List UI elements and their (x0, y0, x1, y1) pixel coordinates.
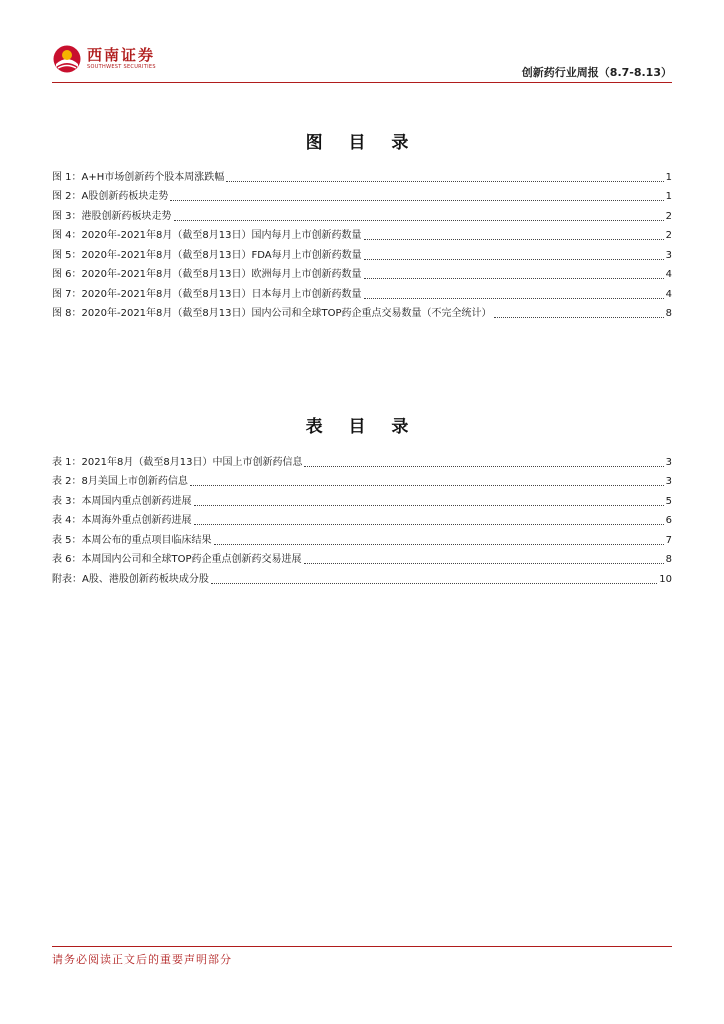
toc-entry-label: 图 1：A+H市场创新药个股本周涨跌幅 (52, 171, 225, 183)
toc-entry-page: 8 (665, 308, 672, 319)
toc-entry-label: 图 5：2020年-2021年8月（截至8月13日）FDA每月上市创新药数量 (52, 249, 362, 261)
figure-list (52, 164, 672, 320)
toc-leader-dots (170, 200, 663, 201)
toc-entry-page: 7 (665, 534, 672, 546)
toc-entry-appendix-table[interactable] (52, 566, 672, 586)
toc-leader-dots (364, 298, 664, 299)
toc-entry-table-6[interactable] (52, 547, 672, 567)
page-header (52, 40, 672, 82)
toc-entry-table-1[interactable] (52, 449, 672, 469)
toc-leader-dots (194, 524, 664, 525)
toc-entry-page: 1 (665, 191, 672, 202)
toc-entry-label: 图 8：2020年-2021年8月（截至8月13日）国内公司和全球TOP药企重点交易数量（不完全统计） (52, 308, 492, 319)
toc-entry-page: 8 (665, 554, 672, 565)
sun-logo-icon (52, 44, 82, 74)
toc-entry-table-2[interactable] (52, 469, 672, 489)
toc-entry-label: 图 6：2020年-2021年8月（截至8月13日）欧洲每月上市创新药数量 (52, 269, 362, 280)
company-logo (52, 44, 156, 74)
toc-entry-page: 2 (665, 230, 672, 241)
toc-leader-dots (194, 505, 664, 506)
toc-entry-figure-8[interactable] (52, 301, 672, 321)
toc-entry-table-3[interactable] (52, 488, 672, 508)
toc-entry-page: 4 (665, 269, 672, 280)
toc-entry-label: 图 7：2020年-2021年8月（截至8月13日）日本每月上市创新药数量 (52, 288, 362, 300)
toc-leader-dots (364, 239, 664, 240)
table-list-title: 表 目 录 (305, 417, 419, 437)
toc-entry-label: 表 6：本周国内公司和全球TOP药企重点创新药交易进展 (52, 554, 302, 565)
toc-entry-page: 4 (665, 288, 672, 300)
toc-entry-page: 1 (665, 171, 672, 183)
logo-chinese-name: 西南证券 (87, 46, 156, 64)
toc-entry-label: 图 3：港股创新药板块走势 (52, 210, 172, 222)
toc-entry-figure-7[interactable] (52, 281, 672, 301)
toc-entry-label: 表 5：本周公布的重点项目临床结果 (52, 534, 212, 546)
toc-entry-page: 3 (665, 249, 672, 261)
toc-leader-dots (364, 259, 664, 260)
toc-entry-figure-1[interactable] (52, 164, 672, 184)
toc-leader-dots (304, 466, 663, 467)
toc-entry-page: 3 (665, 476, 672, 487)
footer-divider (52, 946, 672, 947)
toc-leader-dots (174, 220, 664, 221)
toc-entry-figure-3[interactable] (52, 203, 672, 223)
toc-entry-label: 表 3：本周国内重点创新药进展 (52, 495, 192, 507)
toc-entry-figure-5[interactable] (52, 242, 672, 262)
toc-entry-table-5[interactable] (52, 527, 672, 547)
toc-entry-label: 表 2：8月美国上市创新药信息 (52, 476, 188, 487)
figure-list-title: 图 目 录 (305, 133, 419, 153)
toc-leader-dots (211, 583, 657, 584)
logo-english-name: SOUTHWEST SECURITIES (87, 64, 156, 70)
header-divider (52, 82, 672, 83)
toc-entry-page: 2 (665, 210, 672, 222)
toc-entry-label: 表 4：本周海外重点创新药进展 (52, 515, 192, 526)
toc-entry-page: 3 (665, 456, 672, 468)
disclaimer-notice: 请务必阅读正文后的重要声明部分 (52, 953, 232, 966)
toc-leader-dots (214, 544, 664, 545)
toc-leader-dots (364, 278, 664, 279)
toc-entry-label: 图 4：2020年-2021年8月（截至8月13日）国内每月上市创新药数量 (52, 230, 362, 241)
toc-entry-label: 表 1：2021年8月（截至8月13日）中国上市创新药信息 (52, 456, 303, 468)
toc-entry-label: 图 2：A股创新药板块走势 (52, 191, 169, 202)
table-list (52, 449, 672, 586)
toc-entry-label: 附表：A股、港股创新药板块成分股 (52, 573, 209, 585)
toc-entry-figure-2[interactable] (52, 184, 672, 204)
toc-leader-dots (494, 317, 664, 318)
toc-entry-figure-6[interactable] (52, 262, 672, 282)
toc-entry-page: 5 (665, 495, 672, 507)
toc-leader-dots (304, 563, 664, 564)
toc-entry-page: 10 (659, 573, 672, 585)
toc-leader-dots (190, 485, 664, 486)
report-title: 创新药行业周报（8.7-8.13） (521, 66, 672, 79)
toc-entry-table-4[interactable] (52, 508, 672, 528)
toc-entry-figure-4[interactable] (52, 223, 672, 243)
toc-leader-dots (226, 181, 663, 182)
toc-entry-page: 6 (665, 515, 672, 526)
